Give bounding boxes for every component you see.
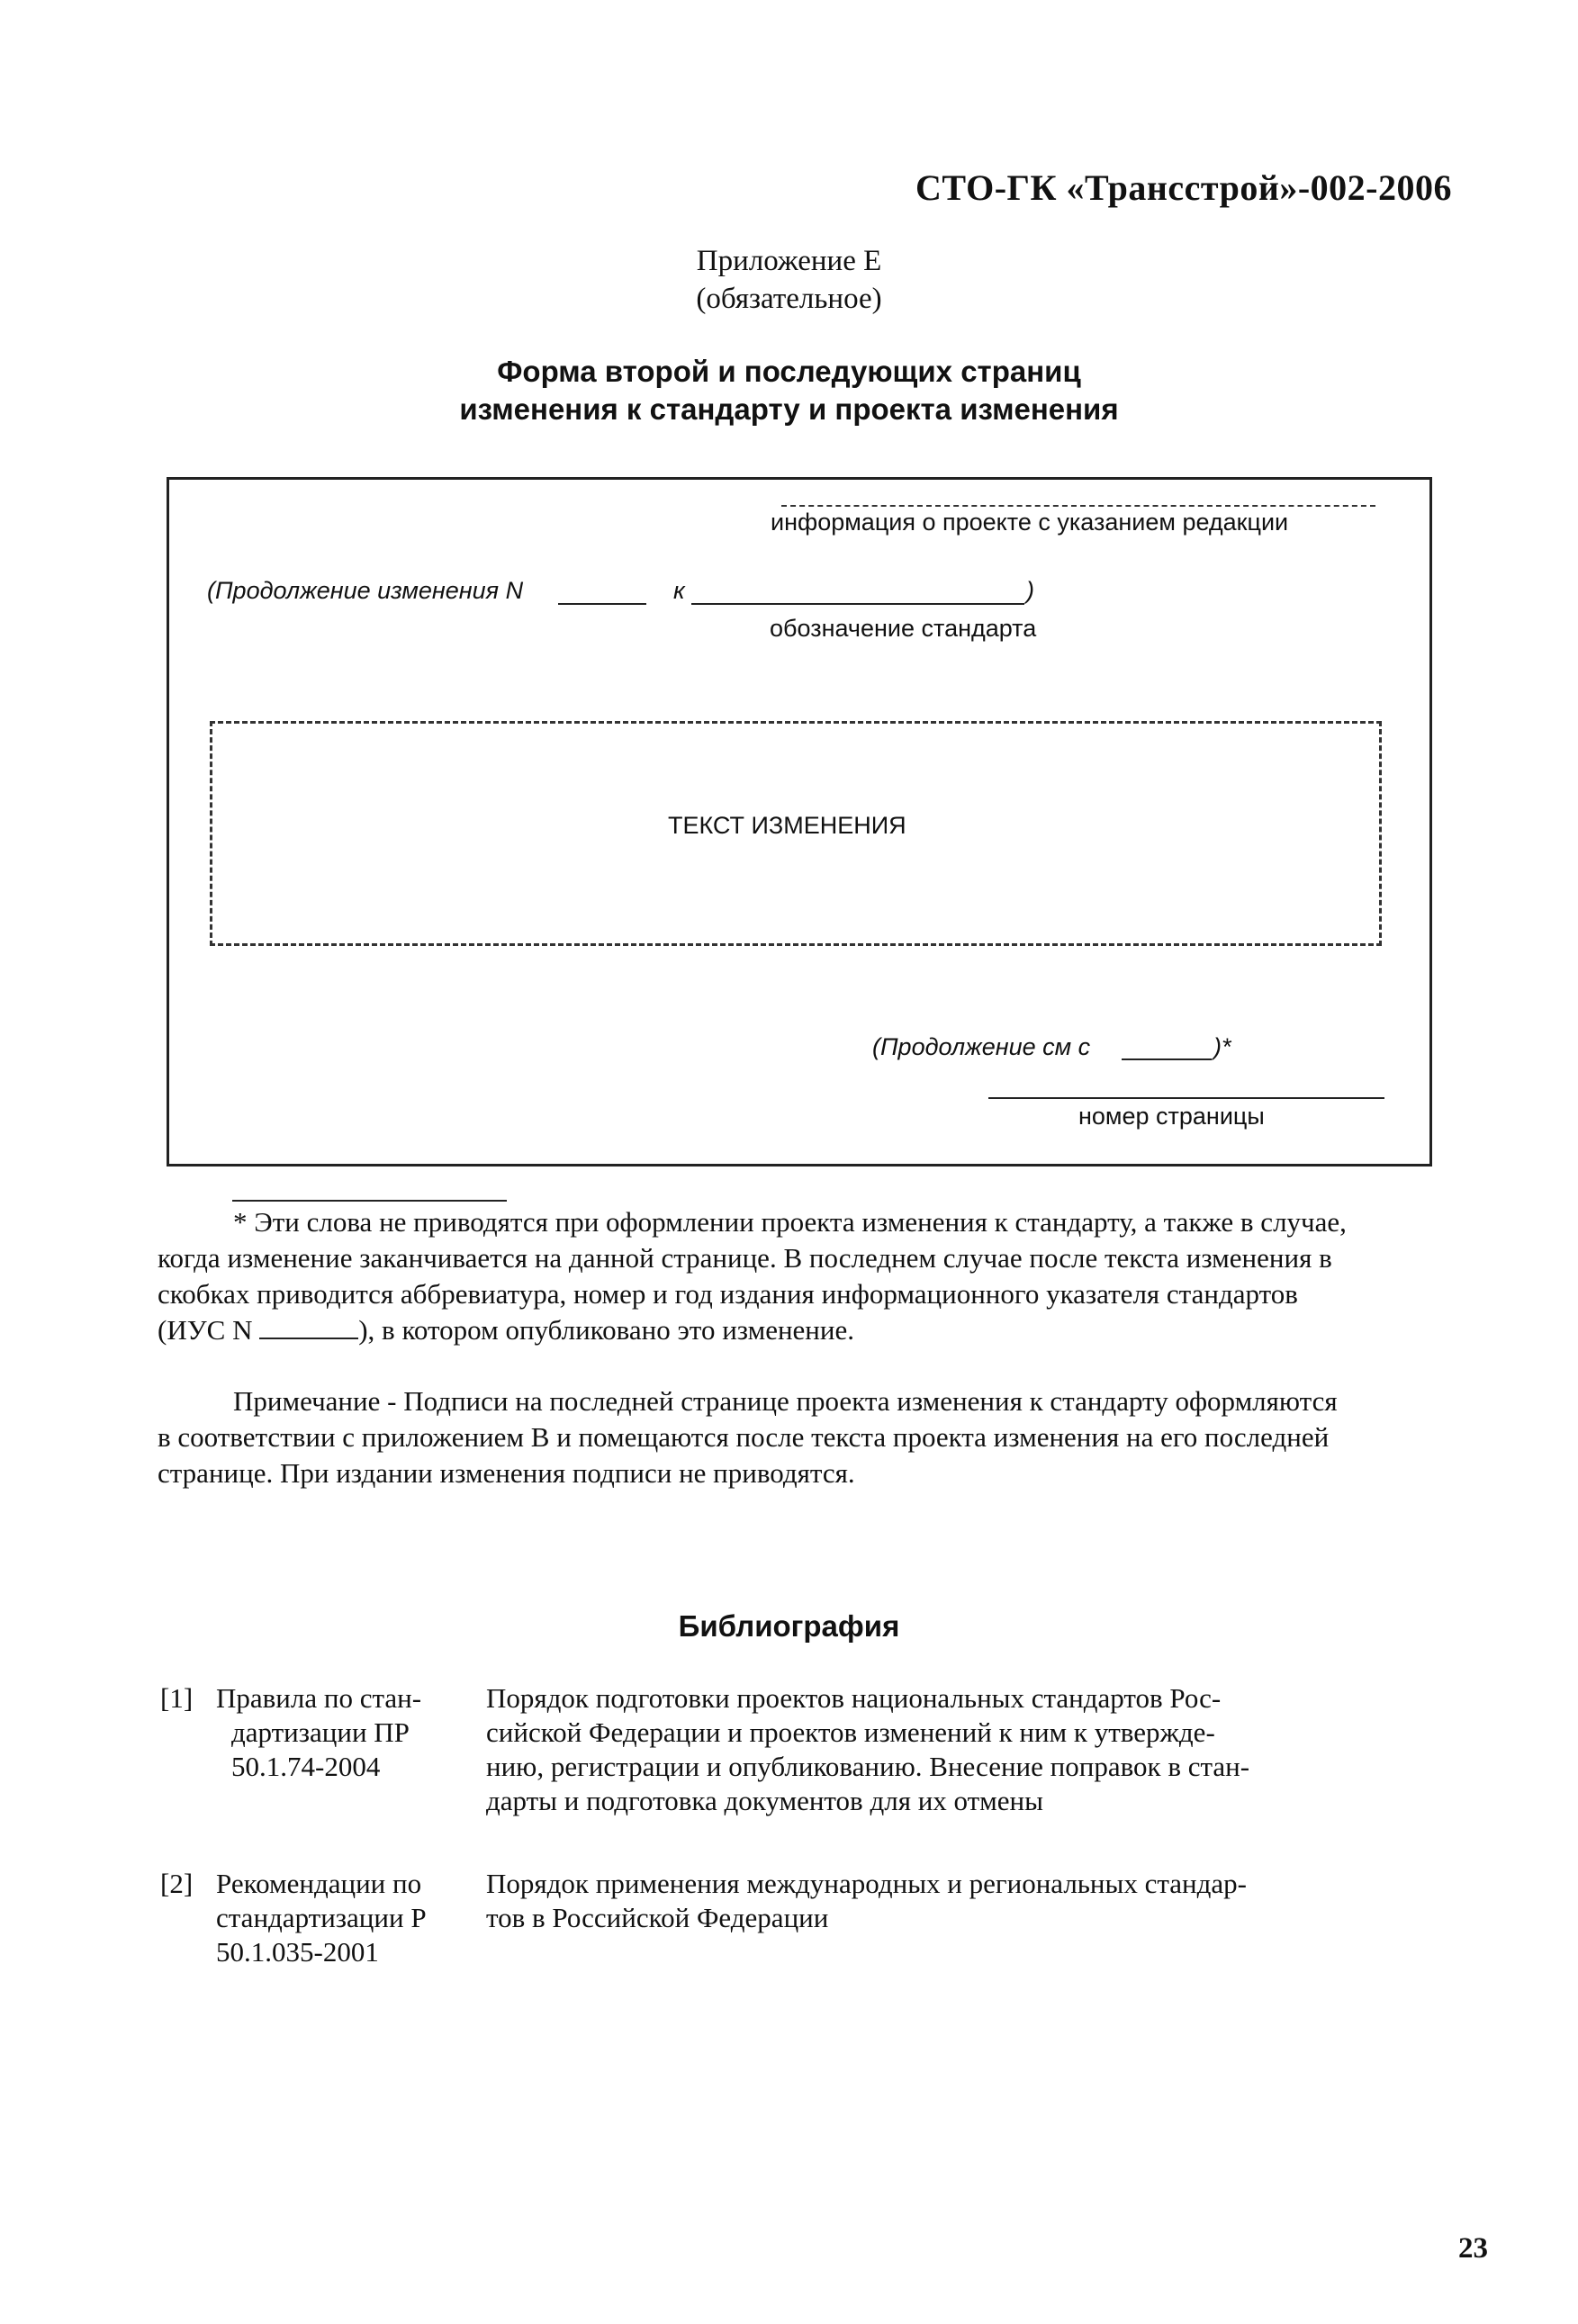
page-number: 23: [1458, 2232, 1488, 2265]
change-text-placeholder: ТЕКСТ ИЗМЕНЕНИЯ: [668, 812, 906, 839]
continuation-prefix: (Продолжение изменения N: [207, 577, 524, 604]
continued-close: )*: [1213, 1033, 1231, 1060]
ius-blank: [259, 1312, 358, 1339]
footnote-separator: [232, 1200, 507, 1202]
source-line: Правила по стан-: [216, 1682, 422, 1714]
change-number-blank: [558, 603, 646, 605]
change-text-area: [210, 721, 1382, 946]
footnote-line-2: когда изменение заканчивается на данной странице. В последнем случае после текста изменения в: [158, 1242, 1332, 1274]
bibliography-item-description: [486, 1681, 1359, 1818]
bibliography-item-number: [2]: [160, 1868, 194, 1899]
standard-blank: [691, 603, 1024, 605]
form-template-box: [167, 477, 1432, 1167]
description-line: Порядок применения международных и региональных стандар-: [486, 1868, 1247, 1899]
description-line: дарты и подготовка документов для их отмены: [486, 1785, 1043, 1816]
page-number-line: [988, 1097, 1384, 1099]
project-info-label: информация о проекте с указанием редакции: [771, 509, 1289, 536]
description-line: нию, регистрации и опубликованию. Внесение поправок в стан-: [486, 1751, 1250, 1782]
note-line-1: Примечание - Подписи на последней странице проекта изменения к стандарту оформляются: [233, 1385, 1338, 1417]
form-title-line-2: изменения к стандарту и проекта изменения: [459, 392, 1119, 426]
bibliography-item-source: [216, 1867, 477, 1969]
description-line: Порядок подготовки проектов национальных стандартов Рос-: [486, 1682, 1222, 1714]
bibliography-item-number: [1]: [160, 1682, 194, 1714]
footnote: [158, 1204, 1422, 1348]
bibliography-heading: Библиография: [678, 1609, 900, 1643]
source-line: стандартизации Р: [216, 1902, 427, 1933]
footnote-line-4: [158, 1312, 1422, 1348]
footnote-line-1: * Эти слова не приводятся при оформлении проекта изменения к стандарту, а также в случае,: [233, 1206, 1347, 1238]
form-title: [0, 353, 1578, 428]
page-number-label: номер страницы: [1078, 1103, 1265, 1130]
form-title-line-1: Форма второй и последующих страниц: [497, 355, 1081, 388]
bibliography-item-description: [486, 1867, 1359, 1935]
note: [158, 1383, 1422, 1491]
footnote-line-3: скобках приводится аббревиатура, номер и год издания информационного указателя стандартов: [158, 1278, 1298, 1310]
footnote-ius-prefix: (ИУС N: [158, 1314, 253, 1346]
standard-label: обозначение стандарта: [770, 615, 1037, 642]
bibliography-item-source: [216, 1681, 477, 1784]
continuation-to: к: [673, 577, 685, 604]
appendix-title: Приложение Е: [696, 245, 882, 277]
page-number-blank: [1122, 1058, 1212, 1060]
description-line: сийской Федерации и проектов изменений к ним к утвержде-: [486, 1716, 1215, 1748]
project-info-line: [781, 505, 1375, 507]
note-line-2: в соответствии с приложением В и помещаются после текста проекта изменения на его последней: [158, 1421, 1330, 1453]
source-line: 50.1.74-2004: [231, 1751, 381, 1782]
source-line: Рекомендации по: [216, 1868, 422, 1899]
continued-prefix: (Продолжение см с: [872, 1033, 1091, 1060]
document-code: СТО-ГК «Трансстрой»-002-2006: [915, 167, 1452, 208]
source-line: дартизации ПР: [231, 1716, 410, 1748]
note-line-3: странице. При издании изменения подписи не приводятся.: [158, 1457, 855, 1489]
footnote-ius-suffix: ), в котором опубликовано это изменение.: [358, 1314, 854, 1346]
source-line: 50.1.035-2001: [216, 1936, 379, 1968]
continuation-close: ): [1026, 577, 1034, 604]
description-line: тов в Российской Федерации: [486, 1902, 829, 1933]
appendix-status: (обязательное): [696, 283, 882, 315]
